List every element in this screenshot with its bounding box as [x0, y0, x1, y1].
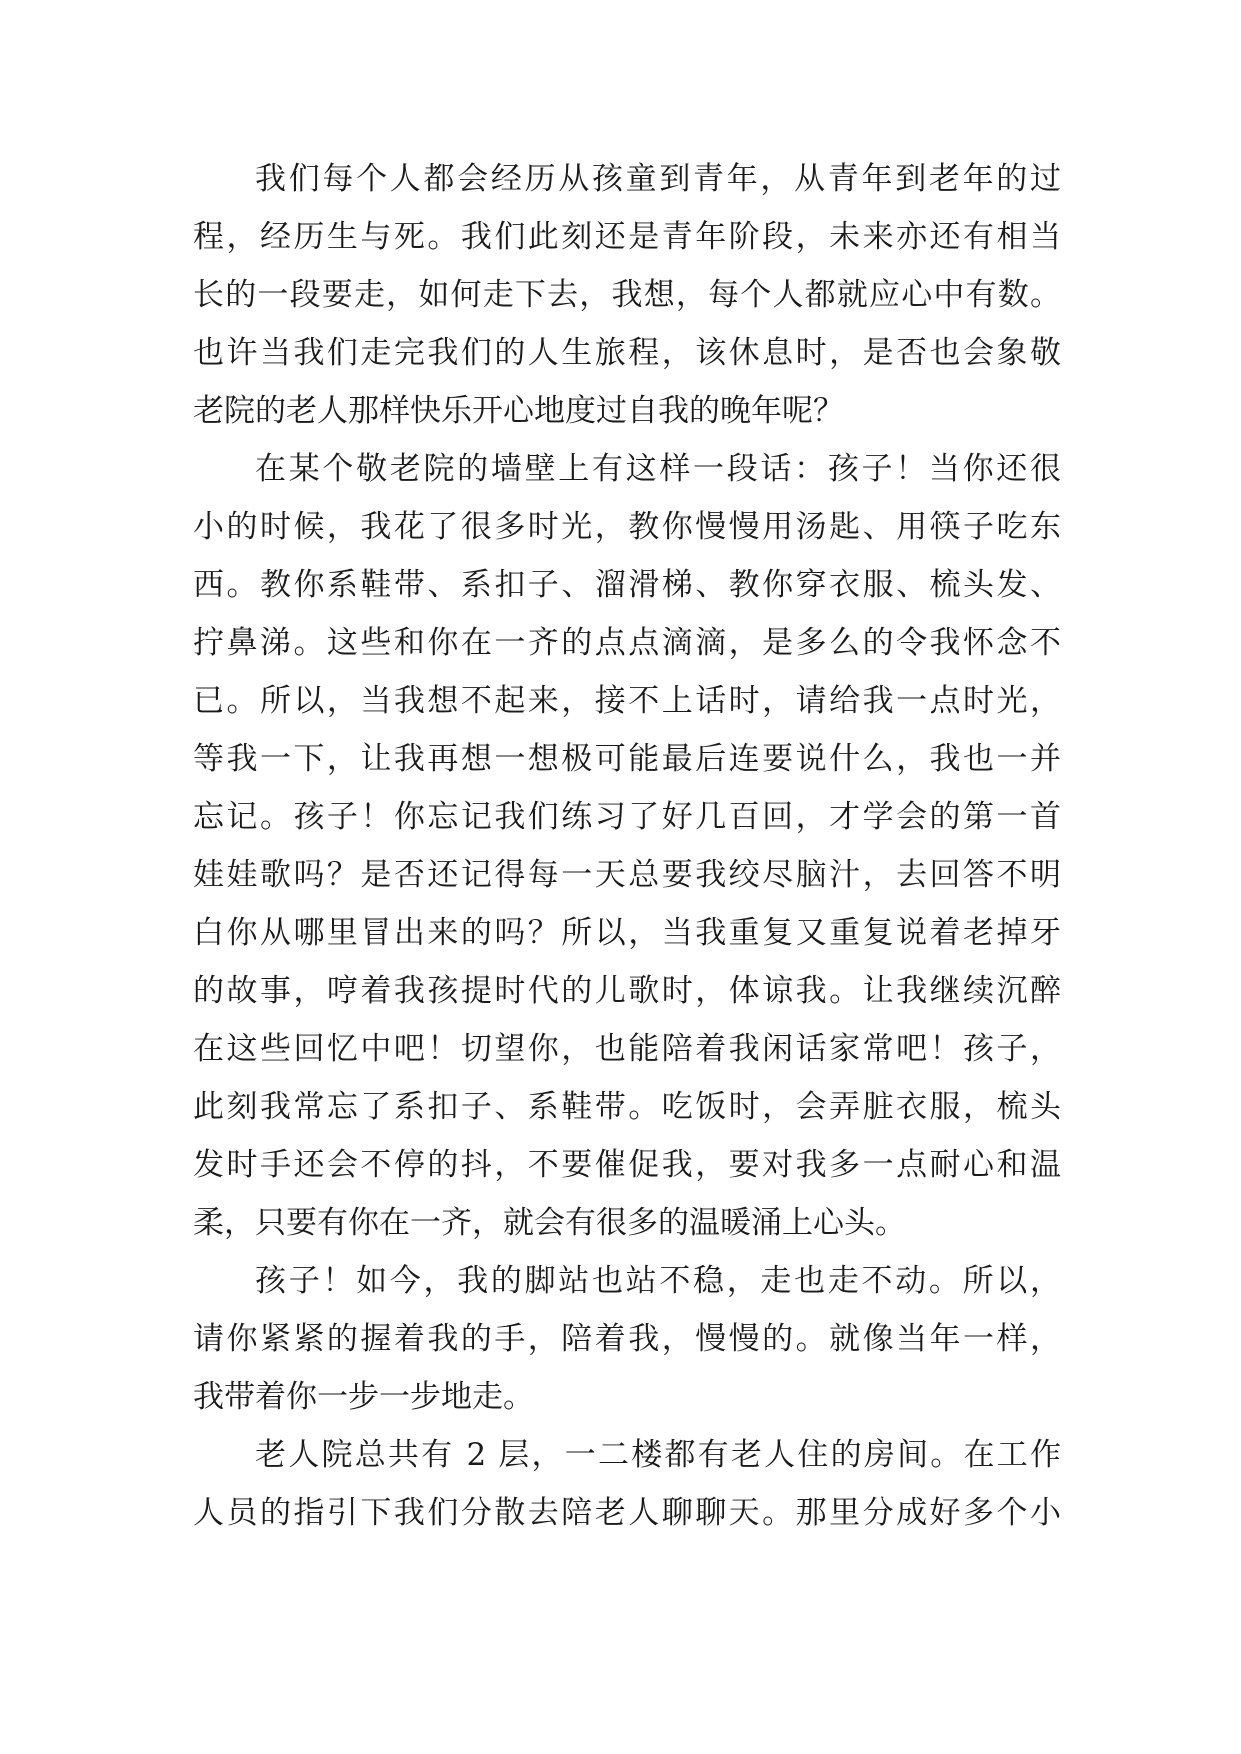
text-line: 白你从哪里冒出来的吗？所以，当我重复又重复说着老掉牙	[193, 915, 1061, 951]
text-line: 程，经历生与死。我们此刻还是青年阶段，未来亦还有相当	[193, 219, 1061, 255]
document-body	[193, 150, 1061, 1542]
paragraph-1	[193, 150, 1061, 440]
text-line: 我带着你一步一步地走。	[193, 1379, 534, 1415]
text-line: 老人院总共有 2 层，一二楼都有老人住的房间。在工作	[255, 1437, 1061, 1473]
text-line: 已。所以，当我想不起来，接不上话时，请给我一点时光，	[193, 683, 1061, 719]
text-line: 此刻我常忘了系扣子、系鞋带。吃饭时，会弄脏衣服，梳头	[193, 1089, 1061, 1125]
paragraph-2	[193, 440, 1061, 1252]
paragraph-3	[193, 1252, 1061, 1426]
text-line: 请你紧紧的握着我的手，陪着我，慢慢的。就像当年一样，	[193, 1321, 1061, 1357]
text-line: 西。教你系鞋带、系扣子、溜滑梯、教你穿衣服、梳头发、	[193, 567, 1061, 603]
text-line: 拧鼻涕。这些和你在一齐的点点滴滴，是多么的令我怀念不	[193, 625, 1061, 661]
text-line: 老院的老人那样快乐开心地度过自我的晚年呢？	[193, 393, 844, 429]
text-line: 的故事，哼着我孩提时代的儿歌时，体谅我。让我继续沉醉	[193, 973, 1061, 1009]
text-line: 等我一下，让我再想一想极可能最后连要说什么，我也一并	[193, 741, 1061, 777]
text-line: 在这些回忆中吧！切望你，也能陪着我闲话家常吧！孩子，	[193, 1031, 1061, 1067]
text-line: 忘记。孩子！你忘记我们练习了好几百回，才学会的第一首	[193, 799, 1061, 835]
text-line: 人员的指引下我们分散去陪老人聊聊天。那里分成好多个小	[193, 1495, 1061, 1531]
text-line: 小的时候，我花了很多时光，教你慢慢用汤匙、用筷子吃东	[193, 509, 1061, 545]
text-line: 也许当我们走完我们的人生旅程，该休息时，是否也会象敬	[193, 335, 1061, 371]
text-line: 娃娃歌吗？是否还记得每一天总要我绞尽脑汁，去回答不明	[193, 857, 1061, 893]
text-line: 长的一段要走，如何走下去，我想，每个人都就应心中有数。	[193, 277, 1061, 313]
text-line: 孩子！如今，我的脚站也站不稳，走也走不动。所以，	[255, 1263, 1061, 1299]
text-line: 柔，只要有你在一齐，就会有很多的温暖涌上心头。	[193, 1205, 906, 1241]
text-line: 发时手还会不停的抖，不要催促我，要对我多一点耐心和温	[193, 1147, 1061, 1183]
paragraph-4	[193, 1426, 1061, 1542]
text-line: 在某个敬老院的墙壁上有这样一段话：孩子！当你还很	[255, 451, 1061, 487]
text-line: 我们每个人都会经历从孩童到青年，从青年到老年的过	[255, 161, 1061, 197]
